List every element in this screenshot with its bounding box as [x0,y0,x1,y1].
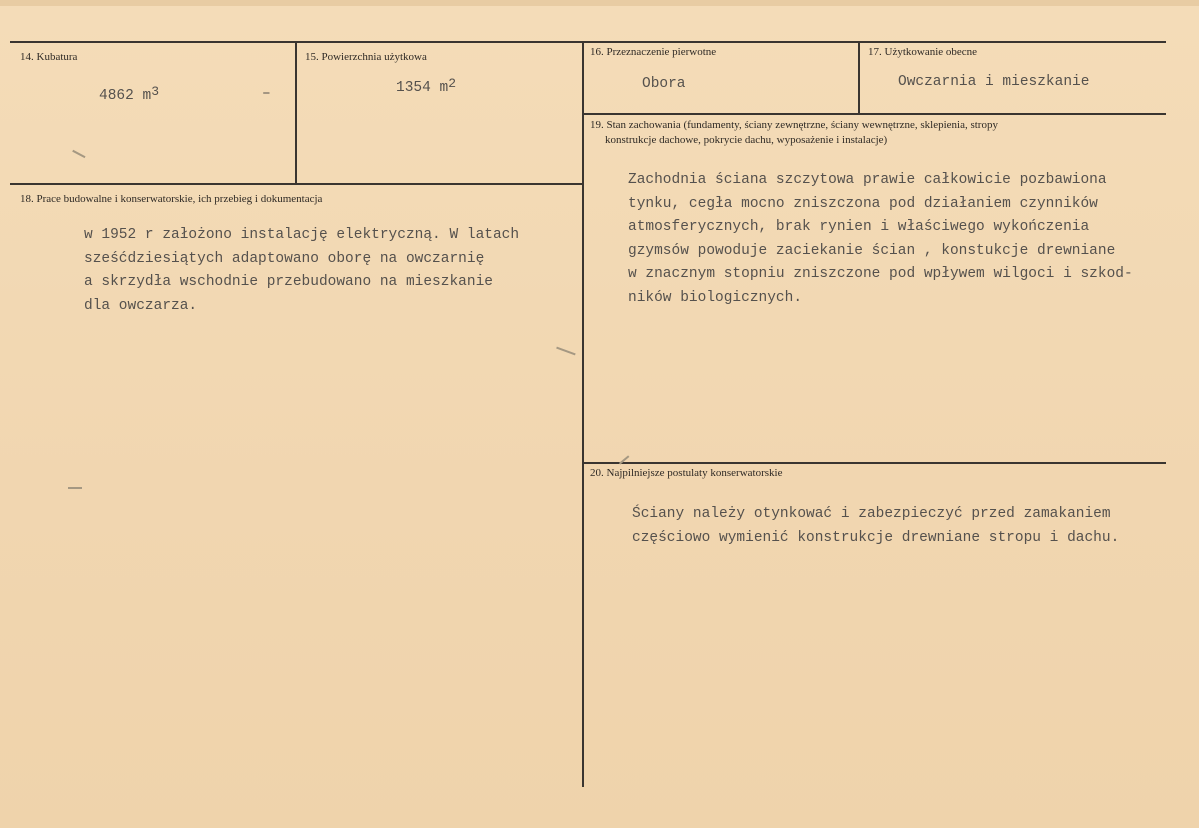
area-unit-exponent: 2 [448,76,457,91]
rule-under-14-15 [10,183,583,185]
volume-text: 4862 m [99,88,152,104]
field-18-line: w 1952 r założono instalację elektryczną. W latach [84,227,520,243]
field-18-line: dla owczarza. [84,297,198,314]
field-20-line: Ściany należy otynkować i zabezpieczyć przed zamakaniem [632,506,1111,522]
field-18-line: a skrzydła wschodnie przebudowano na mieszkanie [84,274,493,290]
field-20-label: 20. Najpilniejsze postulaty konserwatorskie [590,467,783,479]
volume-unit-exponent: 3 [151,84,160,99]
field-19-text [628,169,1133,310]
field-16-value: Obora [642,76,686,92]
field-20-text [632,503,1119,550]
divider-14-15 [295,42,297,184]
field-19-line: w znacznym stopniu zniszczone pod wpływem wilgoci i szkod- [628,266,1133,282]
field-17-label: 17. Użytkowanie obecne [868,46,978,58]
top-rule [10,41,1166,43]
field-15-value [396,76,457,96]
field-18-text [84,224,519,318]
divider-16-17 [858,42,860,114]
field-14-label: 14. Kubatura [20,51,78,63]
rule-above-20 [583,462,1166,464]
field-14-value [99,84,160,104]
field-16-label: 16. Przeznaczenie pierwotne [590,46,717,58]
pencil-mark [68,487,82,489]
pencil-mark [556,347,575,355]
field-17-value: Owczarnia i mieszkanie [898,74,1090,90]
pencil-mark [72,150,85,158]
field-19-line: ników biologicznych. [628,289,803,306]
divider-main [582,42,584,787]
field-19-line: atmosferycznych, brak rynien i właściwego wykończenia [628,219,1090,235]
field-19-line: gzymsów powoduje zaciekanie ścian , konstukcje drewniane [628,242,1116,259]
field-19-label-line: 19. Stan zachowania (fundamenty, ściany zewnętrzne, ściany wewnętrzne, sklepienia, stropy [590,119,998,131]
field-15-label: 15. Powierzchnia użytkowa [305,51,427,63]
field-18-label: 18. Prace budowalne i konserwatorskie, ich przebieg i dokumentacja [20,193,323,205]
area-text: 1354 m [396,80,449,96]
rule-under-16-17 [583,113,1166,115]
field-20-line: częściowo wymienić konstrukcje drewniane stropu i dachu. [632,529,1120,546]
field-14-dash: – [262,86,271,102]
field-19-line: tynku, cegła mocno zniszczona pod działaniem czynników [628,195,1098,212]
field-19-line: Zachodnia ściana szczytowa prawie całkowicie pozbawiona [628,172,1107,188]
field-19-label-line: konstrukcje dachowe, pokrycie dachu, wyposażenie i instalacje) [605,134,888,146]
field-19-label [590,118,998,148]
field-18-line: sześćdziesiątych adaptowano oborę na owczarnię [84,250,485,267]
card-top-edge [0,0,1199,6]
